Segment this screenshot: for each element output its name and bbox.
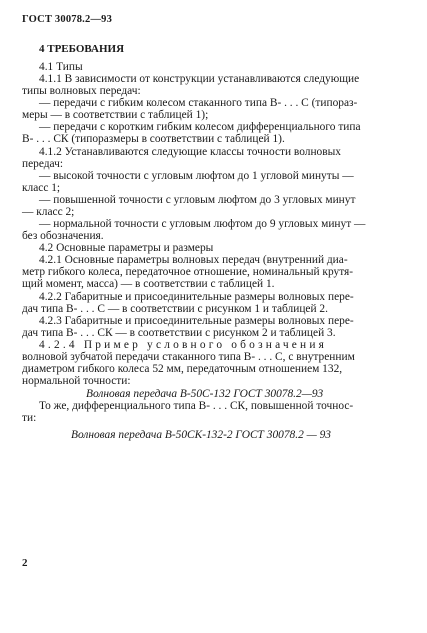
page-number: 2	[22, 557, 28, 569]
list-item-line: — передачи с коротким гибким колесом дифференциального типа	[39, 121, 361, 133]
paragraph-line: волновой зубчатой передачи стаканного типа В- . . . С, с внутренним	[22, 351, 355, 363]
paragraph-line: метр гибкого колеса, передаточное отношение, номинальный крутя-	[22, 266, 354, 278]
paragraph-line: 4.1.1 В зависимости от конструкции устанавливаются следующие	[39, 73, 360, 85]
paragraph-line: нормальной точности:	[22, 375, 131, 387]
list-item-line: класс 1;	[22, 182, 61, 194]
paragraph-line: 4.2.2 Габаритные и присоединительные размеры волновых пере-	[39, 291, 354, 303]
subsection-heading: 4.2 Основные параметры и размеры	[39, 242, 214, 254]
paragraph-line: ти:	[22, 412, 37, 424]
list-item-line: — класс 2;	[22, 206, 75, 218]
paragraph-line: То же, дифференциального типа В- . . . СК, повышенной точнос-	[39, 400, 354, 412]
document-header: ГОСТ 30078.2—93	[22, 14, 113, 25]
paragraph-line: дач типа В- . . . СК — в соответствии с рисунком 2 и таблицей 3.	[22, 327, 336, 339]
paragraph-line: дач типа В- . . . С — в соответствии с рисунком 1 и таблицей 2.	[22, 303, 328, 315]
list-item-line: без обозначения.	[22, 230, 104, 242]
designation-example: Волновая передача В-50С-132 ГОСТ 30078.2—93	[86, 388, 324, 400]
paragraph-line: передач:	[22, 158, 64, 170]
list-item-line: — высокой точности с угловым люфтом до 1 угловой минуты —	[39, 170, 354, 182]
paragraph-line: 4.1.2 Устанавливаются следующие классы точности волновых	[39, 146, 341, 158]
subsection-heading: 4.1 Типы	[39, 61, 83, 73]
list-item-line: — передачи с гибким колесом стаканного типа В- . . . С (типораз-	[39, 97, 358, 109]
paragraph-line: диаметром гибкого колеса 52 мм, передаточным отношением 132,	[22, 363, 343, 375]
paragraph-line: 4.2.1 Основные параметры волновых передач (внутренний диа-	[39, 254, 348, 266]
list-item-line: меры — в соответствии с таблицей 1);	[22, 109, 209, 121]
list-item-line: — повышенной точности с угловым люфтом до 3 угловых минут	[39, 194, 356, 206]
paragraph-line: щий момент, масса) — в соответствии с таблицей 1.	[22, 278, 275, 290]
paragraph-line: 4.2.3 Габаритные и присоединительные размеры волновых пере-	[39, 315, 354, 327]
list-item-line: — нормальной точности с угловым люфтом до 9 угловых минут —	[39, 218, 366, 230]
example-heading-line: 4.2.4 Пример условного обозначения	[39, 339, 328, 351]
designation-example: Волновая передача В-50СК-132-2 ГОСТ 30078.2 — 93	[71, 429, 331, 441]
section-title: 4 ТРЕБОВАНИЯ	[39, 43, 125, 55]
paragraph-line: типы волновых передач:	[22, 85, 141, 97]
list-item-line: В- . . . СК (типоразмеры в соответствии с таблицей 1).	[22, 133, 285, 145]
